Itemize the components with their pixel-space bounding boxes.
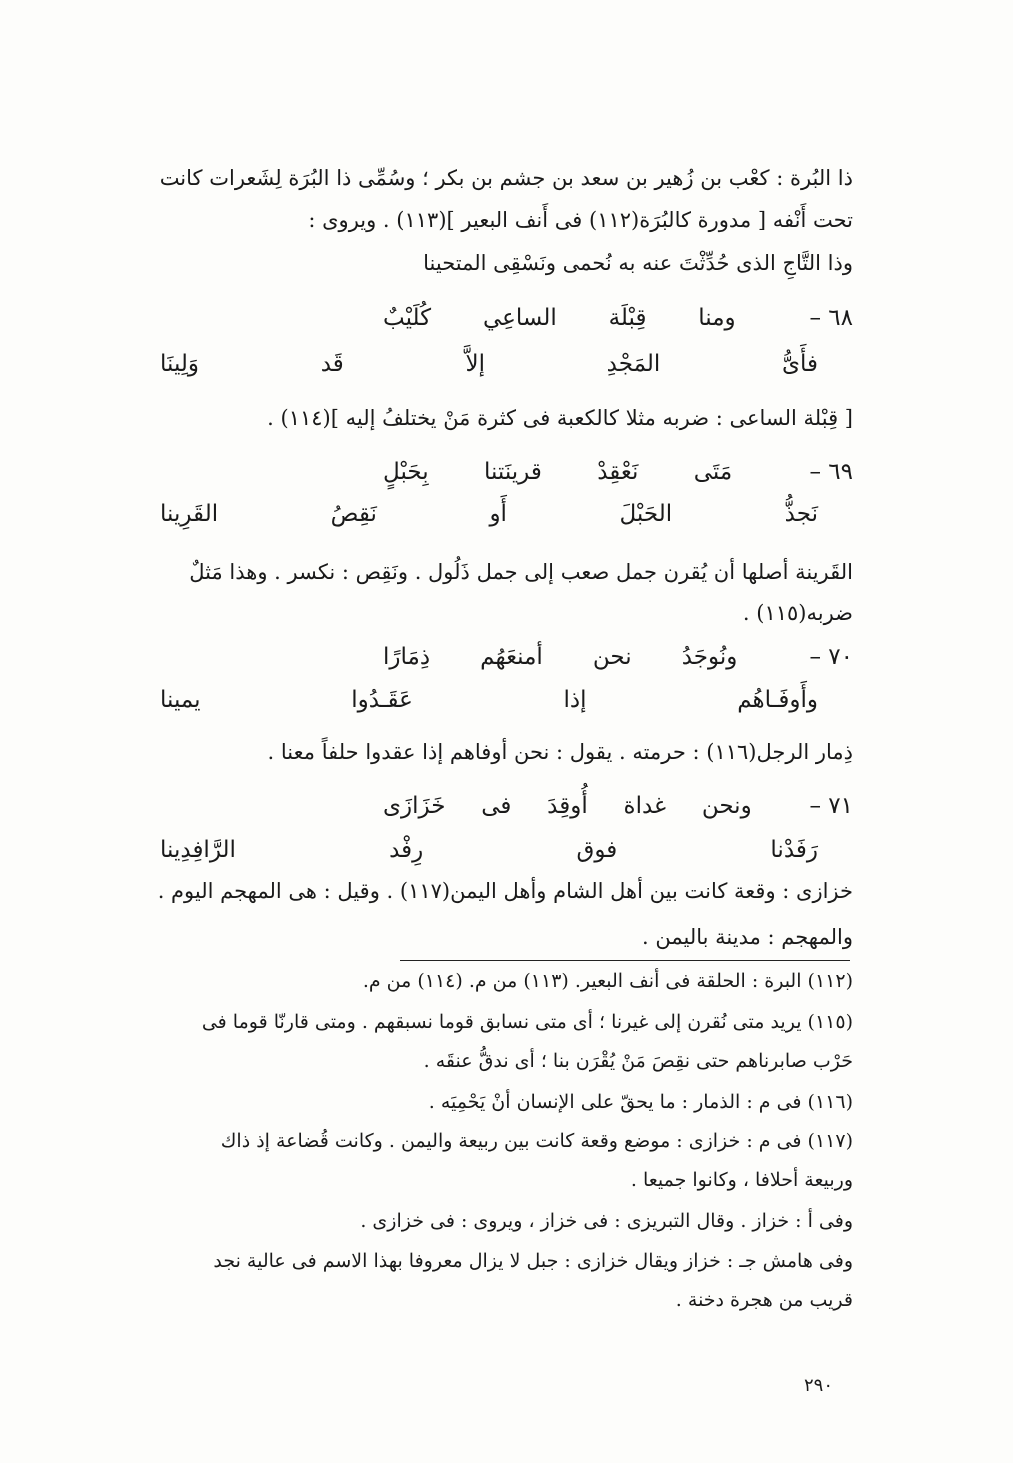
verse-69-first-hemistich: [383, 456, 853, 488]
verse-word: قَد: [320, 351, 344, 377]
verse-69-second-hemistich: [160, 498, 818, 530]
verse-word: كُلَيْبٌ: [383, 305, 432, 331]
verse-word: المَجْدِ: [606, 351, 661, 377]
verse-68-second-hemistich: [160, 348, 818, 380]
commentary: ضربه(١١٥) .: [742, 601, 853, 625]
verse-word: رِفْد: [389, 837, 424, 863]
quoted-verse: وذا التَّاجِ الذى حُدِّثْتَ عنه به نُحمى ونَسْقِى المتحينا: [423, 251, 853, 275]
verse-word: فوق: [576, 837, 618, 863]
verse-word: خَزَازَى: [383, 793, 446, 819]
body-line: ذا البُرة : كعْب بن زُهير بن سعد بن جشم بن بكر ؛ وسُمِّى ذا البُرَة لِشَعرات كانت: [159, 166, 853, 190]
footnote: (١١٦) فى م : الذمار : ما يحقّ على الإنسان أنْ يَحْمِيَه .: [428, 1091, 853, 1113]
commentary: القَرينة أصلها أن يُقرن جمل صعب إلى جمل ذَلُول . ونَقِص : نكسر . وهذا مَثلٌ: [189, 560, 853, 584]
verse-word: فى: [481, 793, 512, 819]
verse-word: الرَّافِدِينا: [160, 837, 236, 863]
verse-word: فأَىُّ: [781, 351, 818, 377]
verse-number: ٧١ –: [809, 793, 853, 819]
verse-word: نَقِصُ: [330, 501, 377, 527]
verse-70-second-hemistich: [160, 684, 818, 716]
verse-word: ومنا: [698, 305, 736, 331]
verse-word: الساعِي: [482, 305, 557, 331]
verse-number: ٦٩ –: [809, 459, 853, 485]
verse-word: القَرِينا: [160, 501, 219, 527]
verse-68-first-hemistich: [383, 302, 853, 334]
verse-word: يمينا: [160, 687, 201, 713]
commentary: والمهجم : مدينة باليمن .: [642, 925, 853, 949]
verse-word: غداة: [623, 793, 667, 819]
verse-number: ٦٨ –: [809, 305, 853, 331]
verse-word: أَو: [489, 501, 507, 527]
verse-70-first-hemistich: [383, 641, 853, 673]
verse-word: ونُوجَدُ: [681, 644, 738, 670]
verse-word: بِحَبْلٍ: [383, 459, 429, 485]
footnote: (١١٥) يريد متى نُقرن إلى غيرنا ؛ أى متى نسابق قوما نسبقهم . ومتى قارنّا قوما فى: [201, 1011, 853, 1033]
footnote: وفى هامش جـ : خزاز ويقال خزازى : جبل لا يزال معروفا بهذا الاسم فى عالية نجد: [213, 1250, 853, 1272]
verse-word: رَفَدْنا: [770, 837, 818, 863]
body-line: تحت أَنْفه [ مدورة كالبُرَة(١١٢) فى أَنف البعير ](١١٣) . ويروى :: [308, 208, 853, 232]
commentary: خزازى : وقعة كانت بين أهل الشام وأهل اليمن(١١٧) . وقيل : هى المهجم اليوم .: [157, 879, 853, 903]
verse-word: أُوقِدَ: [547, 793, 588, 819]
footnote: حَرْب صابرناهم حتى نقِصَ مَنْ يُقْرَن بنا ؛ أى ندقُّ عنقَه .: [423, 1050, 853, 1072]
verse-word: نَجذُّ: [784, 501, 818, 527]
verse-word: نحن: [592, 644, 632, 670]
verse-71-first-hemistich: [383, 790, 853, 822]
commentary: [ قِبْلة الساعى : ضربه مثلا كالكعبة فى كثرة مَنْ يختلفُ إليه ](١١٤) .: [267, 406, 853, 430]
verse-71-second-hemistich: [160, 834, 818, 866]
footnote: وربيعة أحلافا ، وكانوا جميعا .: [630, 1169, 853, 1191]
verse-word: نَعْقِدْ: [597, 459, 639, 485]
footnote: (١١٧) فى م : خزازى : موضع وقعة كانت بين ربيعة واليمن . وكانت قُضاعة إذ ذاك: [220, 1130, 853, 1152]
footnote: قريب من هجرة دخنة .: [675, 1289, 853, 1311]
verse-word: إلاَّ: [465, 351, 485, 377]
footnote: (١١٢) البرة : الحلقة فى أنف البعير. (١١٣) من م. (١١٤) من م.: [362, 970, 853, 992]
verse-word: عَقَـدُوا: [351, 687, 413, 713]
verse-word: مَتَى: [693, 459, 733, 485]
verse-word: وأَوفَـاهُم: [737, 687, 818, 713]
verse-word: ونحن: [701, 793, 752, 819]
verse-word: قرينَتنا: [483, 459, 542, 485]
verse-number: ٧٠ –: [809, 644, 853, 670]
verse-word: قِبْلَة: [608, 305, 647, 331]
verse-word: ذِمَارًا: [383, 644, 431, 670]
page-number: ٢٩٠: [803, 1375, 833, 1396]
verse-word: الحَبْلَ: [619, 501, 673, 527]
commentary: ذِمار الرجل(١١٦) : حرمته . يقول : نحن أوفاهم إذا عقدوا حلفاً معنا .: [267, 740, 853, 764]
verse-word: إذا: [563, 687, 587, 713]
verse-word: أمنعَهُم: [480, 644, 543, 670]
footnote: وفى أ : خزاز . وقال التبريزى : فى خزاز ، ويروى : فى خزازى .: [360, 1210, 853, 1232]
footnote-divider: [400, 960, 850, 961]
verse-word: وَلِينَا: [160, 351, 200, 377]
